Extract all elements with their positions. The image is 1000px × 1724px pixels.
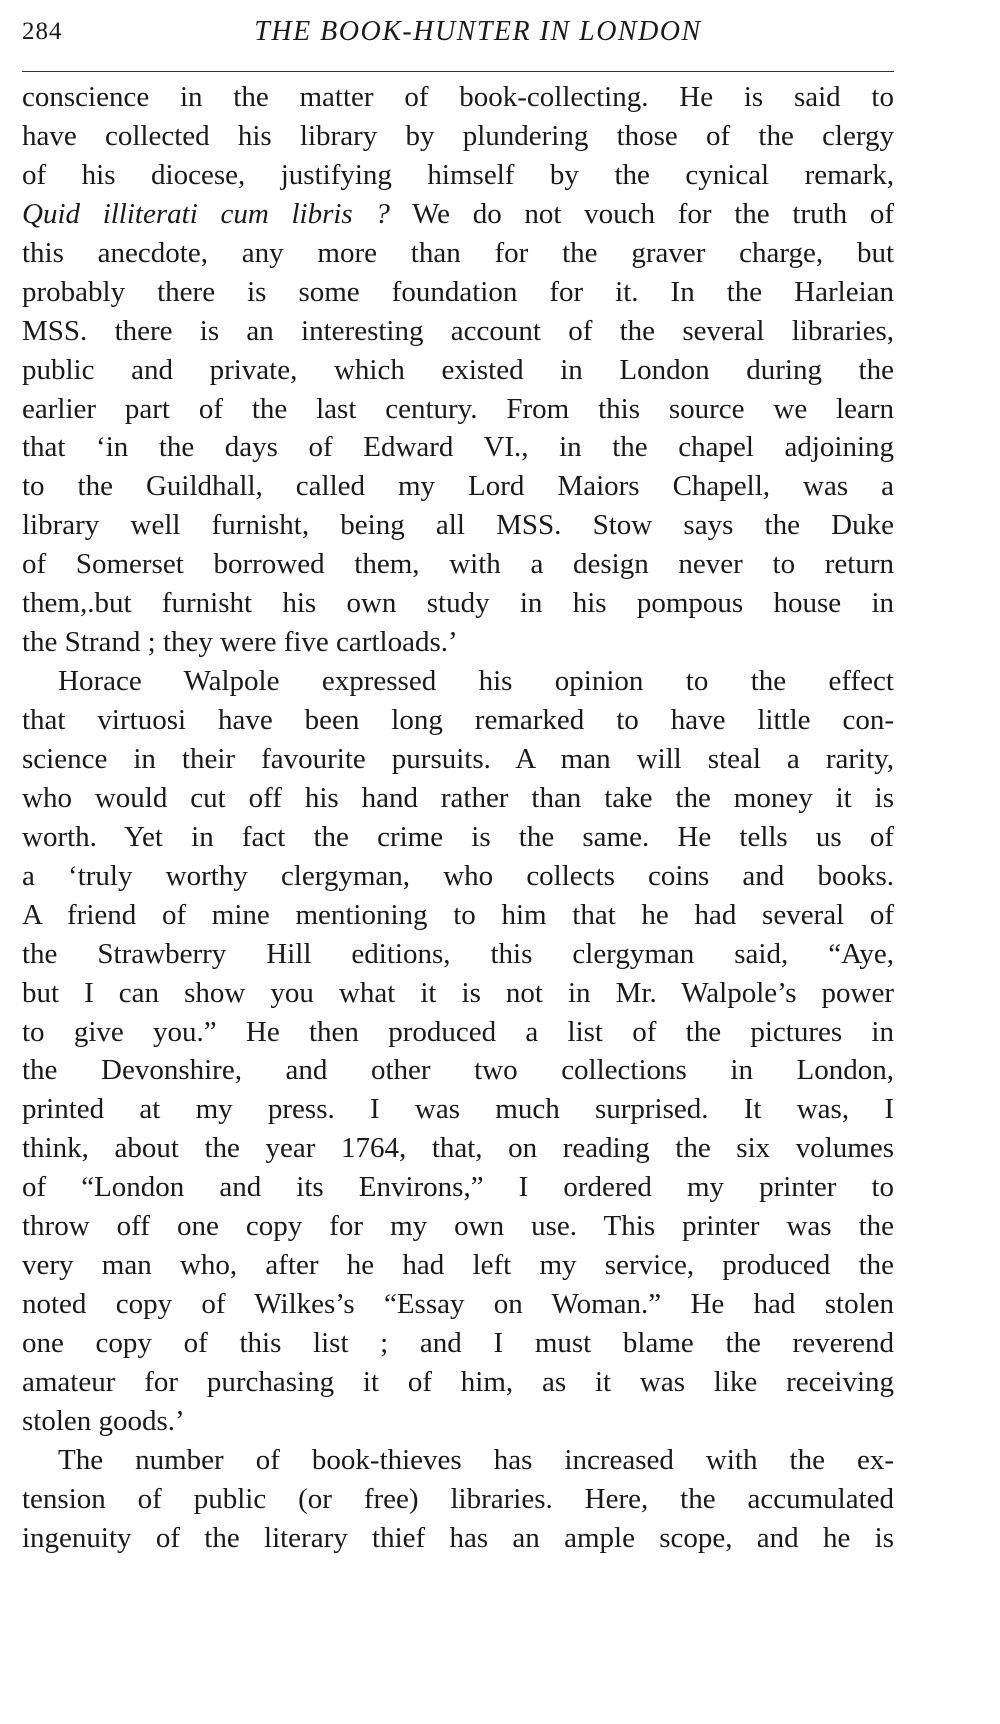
text-line: of Somerset borrowed them, with a design never to return: [22, 548, 894, 581]
text-line: this anecdote, any more than for the graver charge, but: [22, 236, 894, 269]
text-line: MSS. there is an interesting account of the several libraries,: [22, 314, 894, 347]
body-text: [22, 78, 894, 1558]
text-line: ingenuity of the literary thief has an ample scope, and he is: [22, 1521, 894, 1554]
text-line: printed at my press. I was much surprised. It was, I: [22, 1093, 894, 1126]
text-line: one copy of this list ; and I must blame the reverend: [22, 1327, 894, 1359]
text-line: Horace Walpole expressed his opinion to the effect: [58, 665, 894, 698]
text-line: the Devonshire, and other two collections in London,: [22, 1054, 894, 1087]
text-line: science in their favourite pursuits. A man will steal a rarity,: [22, 742, 894, 775]
text-line: them,.but furnisht his own study in his pompous house in: [22, 587, 894, 620]
text-line: earlier part of the last century. From this source we learn: [22, 392, 894, 425]
page-number: 284: [22, 18, 63, 45]
text-line: [22, 195, 894, 234]
text-line: public and private, which existed in London during the: [22, 353, 894, 386]
text-line: A friend of mine mentioning to him that he had several of: [22, 898, 894, 931]
text-line: have collected his library by plundering those of the clergy: [22, 119, 894, 152]
running-title: THE BOOK-HUNTER IN LONDON: [254, 16, 702, 47]
text-line: conscience in the matter of book-collecting. He is said to: [22, 81, 894, 113]
running-head: [22, 12, 894, 52]
header-rule: [22, 71, 894, 72]
text-line: throw off one copy for my own use. This printer was the: [22, 1210, 894, 1243]
text-line-rest: We do not vouch for the truth of: [389, 197, 894, 230]
text-line: a ‘truly worthy clergyman, who collects coins and books.: [22, 859, 894, 892]
text-line: but I can show you what it is not in Mr. Walpole’s power: [22, 976, 894, 1009]
text-line: tension of public (or free) libraries. Here, the accumulated: [22, 1482, 894, 1515]
text-line: the Strand ; they were five cartloads.’: [22, 626, 458, 659]
text-line: who would cut off his hand rather than take the money it is: [22, 781, 894, 814]
text-line: think, about the year 1764, that, on reading the six volumes: [22, 1132, 894, 1165]
text-line: very man who, after he had left my service, produced the: [22, 1249, 894, 1282]
text-line: noted copy of Wilkes’s “Essay on Woman.” He had stolen: [22, 1288, 894, 1321]
text-line: that ‘in the days of Edward VI., in the chapel adjoining: [22, 431, 894, 464]
text-line: the Strawberry Hill editions, this clergyman said, “Aye,: [22, 937, 894, 970]
text-line: of his diocese, justifying himself by the cynical remark,: [22, 158, 894, 191]
text-line: to give you.” He then produced a list of the pictures in: [22, 1015, 894, 1048]
text-line: that virtuosi have been long remarked to have little con-: [22, 704, 894, 736]
text-line: library well furnisht, being all MSS. Stow says the Duke: [22, 509, 894, 542]
latin-quote: Quid illiterati cum libris ?: [22, 197, 390, 230]
text-line: probably there is some foundation for it. In the Harleian: [22, 275, 894, 308]
text-line: stolen goods.’: [22, 1404, 185, 1437]
text-line: amateur for purchasing it of him, as it was like receiving: [22, 1365, 894, 1398]
text-line: worth. Yet in fact the crime is the same. He tells us of: [22, 820, 894, 853]
text-line: to the Guildhall, called my Lord Maiors Chapell, was a: [22, 470, 894, 503]
text-line: The number of book-thieves has increased with the ex-: [58, 1443, 894, 1476]
text-line: of “London and its Environs,” I ordered my printer to: [22, 1171, 894, 1204]
